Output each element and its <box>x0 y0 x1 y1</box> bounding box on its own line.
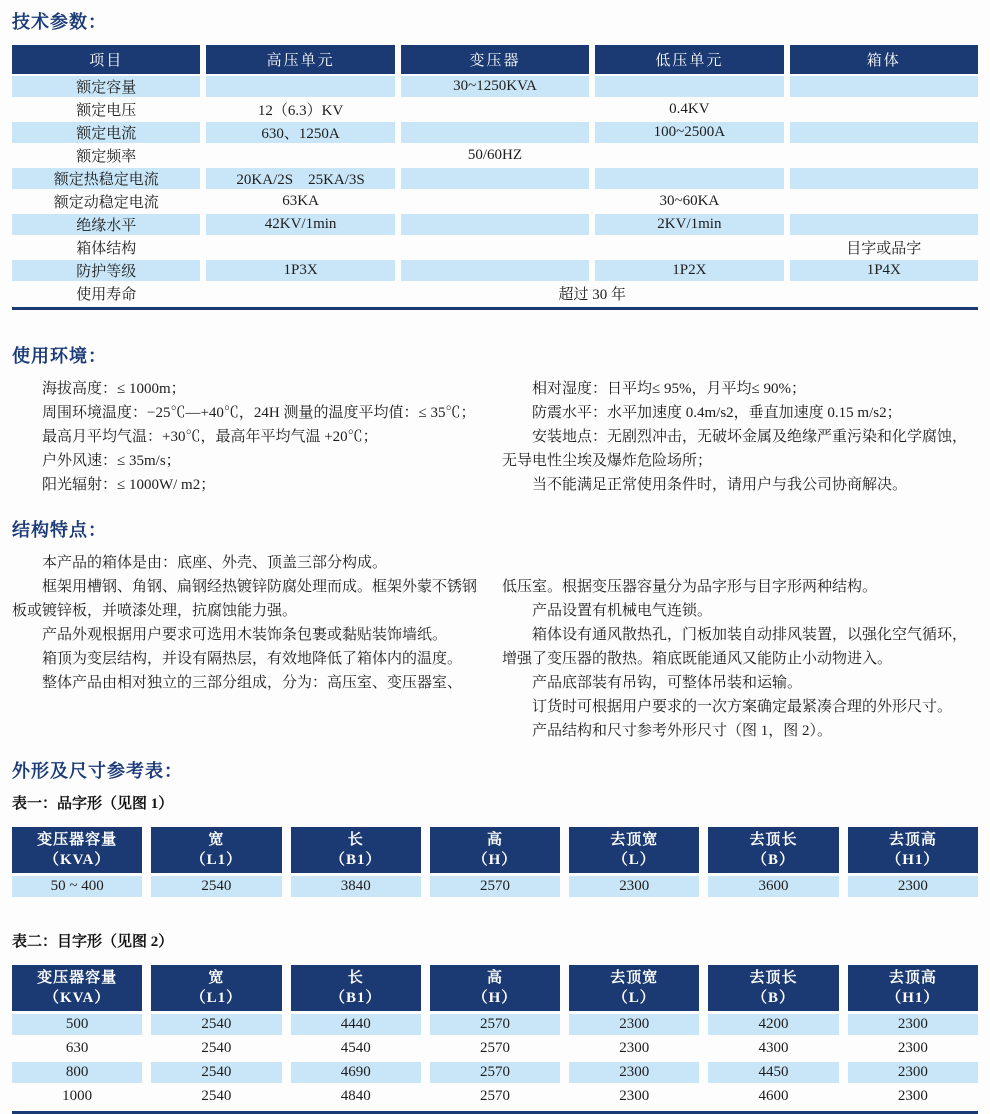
row-label: 绝缘水平 <box>12 214 200 235</box>
table-cell <box>206 237 394 258</box>
table-cell: 2300 <box>569 1014 699 1035</box>
header-line2: （L1） <box>190 990 243 1006</box>
table2-caption: 表二：目字形（见图 2） <box>12 934 174 950</box>
header-line2: （H1） <box>886 852 940 868</box>
table-cell: 2300 <box>897 1040 928 1056</box>
row-label: 额定电压 <box>76 103 137 119</box>
table-cell: 2570 <box>479 1088 510 1104</box>
table-cell <box>401 122 589 143</box>
usage-env-paragraph: 相对湿度：日平均≤ 95%，月平均≤ 90%； <box>532 381 806 397</box>
table-cell <box>401 191 589 212</box>
table-cell <box>401 237 589 258</box>
table-row <box>12 237 978 258</box>
header-line1: 长 <box>347 970 364 986</box>
table-cell: 目字或品字 <box>846 241 922 257</box>
structure-paragraph: 产品设置有机械电气连锁。 <box>532 603 713 619</box>
structure-paragraph: 产品外观根据用户要求可选用木装饰条包裹或黏贴装饰墙纸。 <box>42 627 448 643</box>
section-title-structure: 结构特点： <box>12 520 107 540</box>
header-cell-height <box>430 965 560 1011</box>
header-cell-item: 项目 <box>12 45 200 74</box>
row-label: 箱体结构 <box>76 241 137 257</box>
header-cell-width <box>151 827 281 873</box>
header-line1: 变压器容量 <box>37 970 118 986</box>
table-cell <box>595 76 783 97</box>
table-cell: 2540 <box>201 1040 232 1056</box>
row-label: 防护等级 <box>12 260 200 281</box>
structure-paragraph: 低压室。根据变压器容量分为品字形与目字形两种结构。 <box>502 579 878 595</box>
section-title-dimensions: 外形及尺寸参考表： <box>12 761 183 781</box>
table-row <box>12 168 978 189</box>
table-cell: 1P4X <box>790 260 978 281</box>
table-cell: 2540 <box>151 876 281 897</box>
table-cell: 2300 <box>569 876 699 897</box>
header-line1: 高 <box>486 970 503 986</box>
structure-paragraph: 箱体设有通风散热孔，门板加装自动排风装置，以强化空气循环，增强了变压器的散热。箱底既能通风又能防止小动物进入。 <box>502 627 968 667</box>
header-line2: （KVA） <box>43 990 111 1006</box>
table-cell: 4200 <box>708 1014 838 1035</box>
table-cell-merged: 超过 30 年 <box>558 287 626 303</box>
table-cell: 4540 <box>340 1040 371 1056</box>
table-cell: 2570 <box>430 1014 560 1035</box>
structure-left-column <box>12 551 488 743</box>
header-cell-hv-unit: 高压单元 <box>206 45 394 74</box>
usage-env-paragraph: 防震水平：水平加速度 0.4m/s2，垂直加速度 0.15 m/s2； <box>532 405 902 421</box>
table-cell: 3840 <box>291 876 421 897</box>
usage-env-paragraph: 阳光辐射：≤ 1000W/ m2； <box>42 477 216 493</box>
table-cell: 2300 <box>897 1088 928 1104</box>
table-cell: 2300 <box>848 1014 978 1035</box>
table-cell: 630 <box>65 1040 89 1056</box>
header-line2: （L） <box>612 852 656 868</box>
table-row <box>12 283 978 304</box>
dimensions-table-1 <box>3 824 987 900</box>
header-line2: （B1） <box>329 852 382 868</box>
header-cell-length <box>291 965 421 1011</box>
table-row <box>12 1038 978 1059</box>
table-cell: 4450 <box>708 1062 838 1083</box>
table-cell <box>401 99 589 120</box>
table-cell <box>790 99 978 120</box>
structure-paragraph: 产品结构和尺寸参考外形尺寸（图 1，图 2）。 <box>532 723 833 739</box>
usage-env-paragraph: 当不能满足正常使用条件时，请用户与我公司协商解决。 <box>532 477 908 493</box>
table-cell <box>790 191 978 212</box>
table-cell <box>595 145 783 166</box>
table-cell: 1P3X <box>206 260 394 281</box>
row-label: 额定电流 <box>12 122 200 143</box>
table-row <box>12 1014 978 1035</box>
structure-section <box>12 551 978 743</box>
table-cell: 2300 <box>569 1062 699 1083</box>
usage-env-paragraph: 安装地点：无剧烈冲击，无破坏金属及绝缘严重污染和化学腐蚀，无导电性尘埃及爆炸危险场所； <box>502 429 968 469</box>
tech-header-row <box>12 45 978 74</box>
table-cell: 2540 <box>201 1088 232 1104</box>
table-row <box>12 876 978 897</box>
header-line2: （H） <box>472 990 518 1006</box>
header-line2: （B1） <box>329 990 382 1006</box>
table-cell: 12（6.3）KV <box>257 103 344 119</box>
table-cell: 500 <box>12 1014 142 1035</box>
usage-env-paragraph: 最高月平均气温：+30℃，最高年平均气温 +20℃； <box>42 429 378 445</box>
table-cell <box>206 76 394 97</box>
table-row <box>12 214 978 235</box>
header-cell-transformer: 变压器 <box>401 45 589 74</box>
header-line1: 变压器容量 <box>37 832 118 848</box>
table-cell: 2300 <box>848 1062 978 1083</box>
header-cell-capacity <box>12 827 142 873</box>
header-cell-lv-unit: 低压单元 <box>595 45 783 74</box>
row-label: 额定频率 <box>76 149 137 165</box>
header-cell-length <box>291 827 421 873</box>
table-cell: 63KA <box>282 193 319 209</box>
dims-header-row <box>12 827 978 873</box>
table-cell: 4840 <box>340 1088 371 1104</box>
header-cell-enclosure: 箱体 <box>790 45 978 74</box>
section-title-usage-env: 使用环境： <box>12 346 107 366</box>
table-cell: 3600 <box>708 876 838 897</box>
table-cell: 1000 <box>62 1088 93 1104</box>
usage-env-paragraph: 户外风速：≤ 35m/s； <box>42 453 181 469</box>
table-cell <box>401 214 589 235</box>
table-cell: 50/60HZ <box>467 147 523 163</box>
dimensions-table-2 <box>3 962 987 1110</box>
header-line2: （KVA） <box>43 852 111 868</box>
table-row <box>12 191 978 212</box>
header-line2: （L1） <box>190 852 243 868</box>
table-cell: 30~60KA <box>659 193 720 209</box>
structure-paragraph: 框架用槽钢、角钢、扁钢经热镀锌防腐处理而成。框架外蒙不锈钢板或镀锌板，并喷漆处理，抗腐蚀能力强。 <box>12 579 478 619</box>
table-cell <box>790 122 978 143</box>
table-cell <box>401 168 589 189</box>
table-row <box>12 1086 978 1107</box>
header-line1: 去顶长 <box>749 970 798 986</box>
row-label: 额定动稳定电流 <box>53 195 159 211</box>
header-line1: 宽 <box>208 970 225 986</box>
header-line2: （H1） <box>886 990 940 1006</box>
header-line1: 去顶长 <box>749 832 798 848</box>
table-cell: 630、1250A <box>206 122 394 143</box>
table-cell: 2300 <box>848 876 978 897</box>
table-cell: 2KV/1min <box>595 214 783 235</box>
table-cell <box>790 145 978 166</box>
table-row <box>12 1062 978 1083</box>
dims-header-row <box>12 965 978 1011</box>
table-cell: 50 ~ 400 <box>12 876 142 897</box>
usage-env-left-column <box>12 377 488 497</box>
structure-paragraph: 整体产品由相对独立的三部分组成，分为：高压室、变压器室、 <box>42 675 463 691</box>
header-cell-topless-height <box>848 827 978 873</box>
header-line1: 长 <box>347 832 364 848</box>
table-cell <box>206 145 394 166</box>
header-cell-height <box>430 827 560 873</box>
tech-params-table <box>6 43 984 306</box>
table-cell: 800 <box>12 1062 142 1083</box>
table-cell: 4300 <box>758 1040 789 1056</box>
table-cell: 4600 <box>758 1088 789 1104</box>
table-cell <box>595 168 783 189</box>
structure-right-column <box>502 551 978 743</box>
table-row <box>12 145 978 166</box>
table-row <box>12 76 978 97</box>
header-line1: 去顶宽 <box>610 832 659 848</box>
header-line2: （B） <box>752 990 796 1006</box>
row-label: 额定热稳定电流 <box>12 168 200 189</box>
table-cell: 2300 <box>619 1088 650 1104</box>
usage-env-right-column <box>502 377 978 497</box>
header-cell-topless-width <box>569 827 699 873</box>
row-label: 额定容量 <box>12 76 200 97</box>
table1-caption: 表一：品字形（见图 1） <box>12 796 174 812</box>
header-line2: （B） <box>752 852 796 868</box>
table-cell <box>595 237 783 258</box>
structure-paragraph: 产品底部装有吊钩，可整体吊装和运输。 <box>532 675 803 691</box>
header-line1: 高 <box>486 832 503 848</box>
header-cell-topless-width <box>569 965 699 1011</box>
section-title-tech-params: 技术参数： <box>12 12 107 32</box>
table-cell <box>790 168 978 189</box>
header-cell-capacity <box>12 965 142 1011</box>
header-line1: 去顶高 <box>888 970 937 986</box>
table-cell: 2540 <box>151 1014 281 1035</box>
table-cell: 30~1250KVA <box>401 76 589 97</box>
table-cell: 20KA/2S 25KA/3S <box>206 168 394 189</box>
table-cell: 2570 <box>430 1062 560 1083</box>
header-line1: 去顶高 <box>888 832 937 848</box>
table-cell: 100~2500A <box>595 122 783 143</box>
table-cell: 2570 <box>430 876 560 897</box>
usage-env-paragraph: 周围环境温度：−25℃—+40℃，24H 测量的温度平均值：≤ 35℃； <box>42 405 476 421</box>
table-cell <box>401 260 589 281</box>
table-row <box>12 99 978 120</box>
structure-paragraph: 本产品的箱体是由：底座、外壳、顶盖三部分构成。 <box>42 555 388 571</box>
table-cell: 2540 <box>151 1062 281 1083</box>
usage-env-paragraph: 海拔高度：≤ 1000m； <box>42 381 186 397</box>
table-cell: 4690 <box>291 1062 421 1083</box>
table-cell: 2300 <box>619 1040 650 1056</box>
header-line1: 宽 <box>208 832 225 848</box>
table-row <box>12 260 978 281</box>
table-cell <box>790 76 978 97</box>
header-line1: 去顶宽 <box>610 970 659 986</box>
header-cell-topless-length <box>708 965 838 1011</box>
usage-env-section <box>12 377 978 497</box>
header-cell-topless-height <box>848 965 978 1011</box>
row-label: 使用寿命 <box>76 287 137 303</box>
table-cell: 42KV/1min <box>206 214 394 235</box>
table-cell <box>790 214 978 235</box>
table-cell: 0.4KV <box>669 101 710 117</box>
table-cell: 4440 <box>291 1014 421 1035</box>
table-cell: 1P2X <box>595 260 783 281</box>
structure-paragraph: 箱顶为变层结构，并设有隔热层，有效地降低了箱体内的温度。 <box>42 651 463 667</box>
table-cell: 2570 <box>479 1040 510 1056</box>
table-row <box>12 122 978 143</box>
header-cell-width <box>151 965 281 1011</box>
structure-paragraph: 订货时可根据用户要求的一次方案确定最紧凑合理的外形尺寸。 <box>532 699 953 715</box>
header-line2: （L） <box>612 990 656 1006</box>
header-cell-topless-length <box>708 827 838 873</box>
header-line2: （H） <box>472 852 518 868</box>
